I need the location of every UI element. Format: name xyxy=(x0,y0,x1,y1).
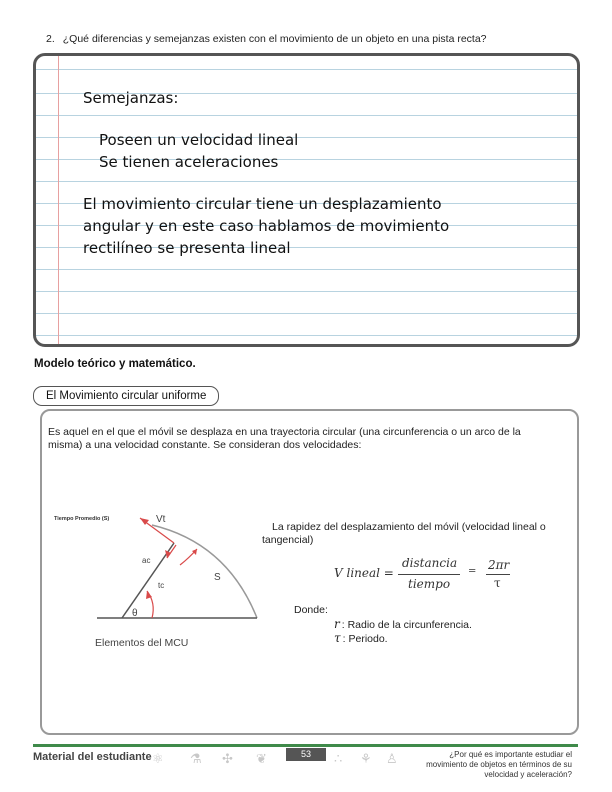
section-tab: El Movimiento circular uniforme xyxy=(33,386,219,406)
answer-heading: Semejanzas: xyxy=(83,89,179,107)
footer-title: Material del estudiante xyxy=(33,751,152,763)
flask-icon: ⚘ xyxy=(360,751,372,766)
test-tube-icon: ⚗ xyxy=(190,751,202,766)
footer-question: ¿Por qué es importante estudiar el movimiento de objetos en términos de su velocidad y aceleración? xyxy=(426,750,572,779)
ac-label: ac xyxy=(142,556,151,565)
formula-denominator: tiempo xyxy=(408,577,451,591)
diagram-caption: Elementos del MCU xyxy=(95,637,189,649)
r-symbol: r xyxy=(334,617,340,631)
radius-definition xyxy=(334,617,472,631)
period-definition xyxy=(334,631,388,645)
notebook-margin-line xyxy=(58,56,59,344)
atom-icon: ⚛ xyxy=(152,751,164,766)
question-2 xyxy=(46,33,586,45)
velocity-formula xyxy=(330,556,540,596)
question-text: ¿Qué diferencias y semejanzas existen con el movimiento de un objeto en una pista recta? xyxy=(62,33,487,45)
rapidez-text: La rapidez del desplazamiento del móvil (velocidad lineal o tangencial) xyxy=(262,521,546,546)
donde-label: Donde: xyxy=(294,604,328,616)
intro-text: Es aquel en el que el móvil se desplaza en una trayectoria circular (una circunferencia o un arco de la misma) a una velocidad constante. Se consideran dos velocidades: xyxy=(48,426,521,451)
question-number: 2. xyxy=(46,33,55,45)
answer-paragraph-line: angular y en este caso hablamos de movimiento xyxy=(83,217,450,235)
vt-label: Vt xyxy=(156,514,166,525)
s-label: S xyxy=(214,572,221,583)
formula-numerator: distancia xyxy=(402,556,458,570)
page-number: 53 xyxy=(286,748,326,761)
r-text: : Radio de la circunferencia. xyxy=(341,619,472,631)
beaker-icon: ♙ xyxy=(386,751,398,766)
answer-bullet: Poseen un velocidad lineal xyxy=(99,131,299,149)
section-title: Modelo teórico y matemático. xyxy=(34,358,196,370)
tau-symbol: τ xyxy=(334,631,341,645)
tiempo-label: Tiempo Promedio (S) xyxy=(54,516,110,522)
answer-notebook-box[interactable] xyxy=(33,53,580,347)
mcu-diagram xyxy=(52,503,262,653)
bubbles-icon: ∴ xyxy=(334,751,343,766)
formula-numerator-2: 2πr xyxy=(488,558,510,572)
molecule-icon: ✣ xyxy=(222,751,233,766)
answer-paragraph-line: El movimiento circular tiene un desplazamiento xyxy=(83,195,442,213)
formula-lhs: V lineal = xyxy=(334,566,394,580)
theta-label: θ xyxy=(132,608,138,619)
tau-text: : Periodo. xyxy=(342,633,388,645)
fraction-bar-2 xyxy=(486,574,510,575)
fraction-bar xyxy=(398,574,460,575)
tc-label: tc xyxy=(158,581,165,590)
answer-bullet: Se tienen aceleraciones xyxy=(99,153,279,171)
footer-divider xyxy=(33,744,578,747)
formula-equals: = xyxy=(468,566,477,577)
leaf-icon: ❦ xyxy=(256,751,267,766)
answer-paragraph-line: rectilíneo se presenta lineal xyxy=(83,239,291,257)
formula-denominator-2: τ xyxy=(494,576,501,590)
